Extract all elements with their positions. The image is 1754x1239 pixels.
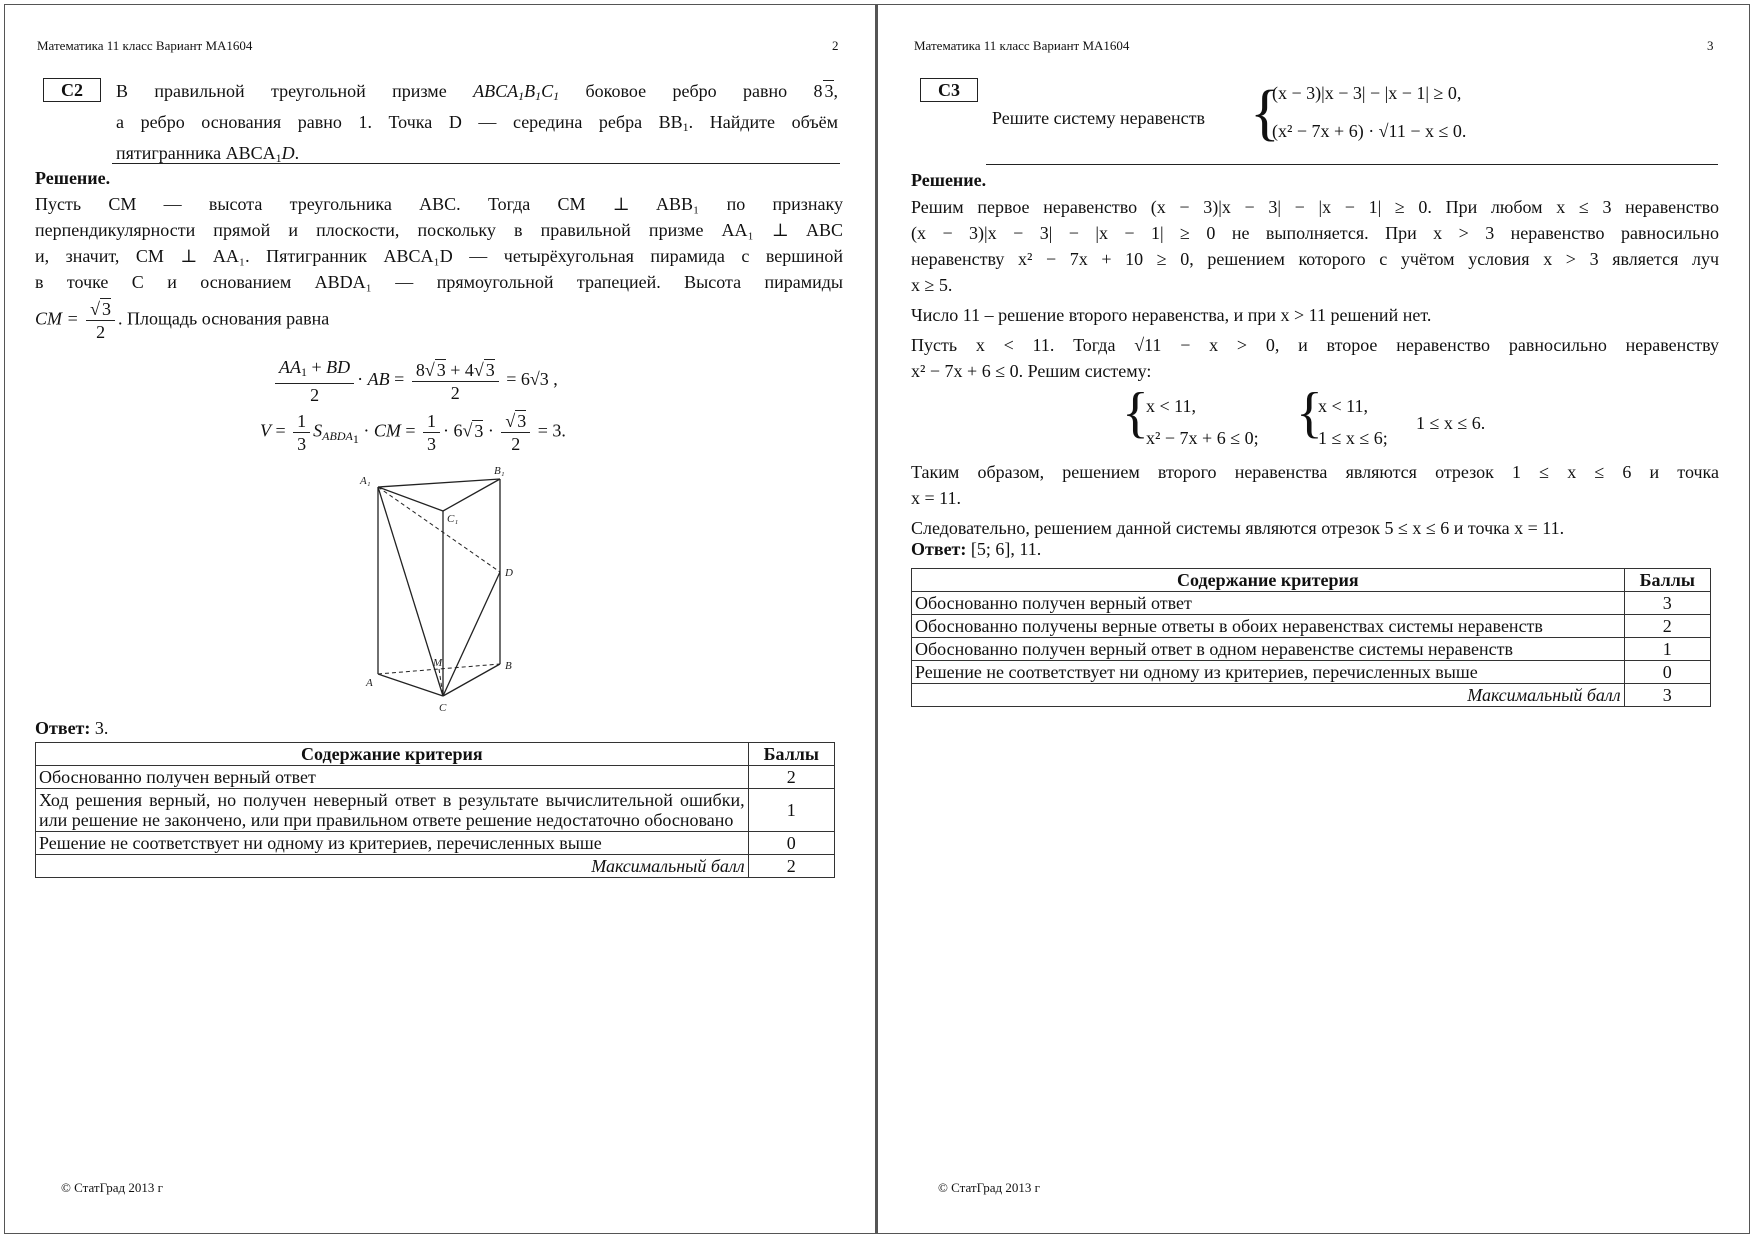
system-a1: x < 11, — [1146, 396, 1196, 416]
criteria-text: Обоснованно получены верные ответы в обоих неравенствах системы неравенств — [912, 615, 1625, 638]
task-c2-line2: а ребро основания равно 1. Точка D — середина ребра BB — [116, 112, 683, 132]
label-m: M — [433, 657, 443, 669]
edge-cb — [443, 664, 500, 696]
left-footer: © СтатГрад 2013 г — [61, 1180, 163, 1195]
criteria-max-points: 2 — [748, 855, 834, 878]
left-page-number: 2 — [832, 38, 839, 53]
area-formula: $\frac{AA_1 + BD}{2}$ · AB = $\frac{8√ 3 + 4√ 3}{2}$ = 6√3 , — [272, 356, 558, 406]
cm-formula: CM = $\frac{√ 3}{2}$ . Площадь основания равна — [35, 299, 330, 342]
criteria-text: Решение не соответствует ни одному из критериев, перечисленных выше — [912, 661, 1625, 684]
table-row — [36, 789, 835, 832]
task-c2-line1b: боковое ребро равно 8 — [559, 81, 823, 101]
cm-label: CM = — [35, 308, 79, 329]
label-c1: C₁ — [447, 513, 459, 525]
edge-a1d-hidden — [378, 487, 500, 572]
right-answer-value: [5; 6], 11. — [970, 539, 1042, 559]
task-c3-ineq1: (x − 3)|x − 3| − |x − 1| ≥ 0, — [1272, 83, 1462, 103]
system-brace-right: { — [1296, 382, 1323, 444]
right-solution-line: Число 11 – решение второго неравенства, и при x > 11 решений нет. — [911, 305, 1432, 325]
label-a: A — [366, 677, 373, 689]
criteria-points: 2 — [748, 766, 834, 789]
table-row — [912, 615, 1711, 638]
right-criteria-table — [911, 568, 1711, 707]
left-answer — [35, 715, 108, 741]
left-solution-body — [35, 191, 843, 295]
left-page-header-title: Математика 11 класс Вариант МА1604 — [37, 38, 253, 53]
criteria-text: Решение не соответствует ни одному из критериев, перечисленных выше — [36, 832, 749, 855]
right-page-number: 3 — [1707, 38, 1714, 53]
system-result: 1 ≤ x ≤ 6. — [1416, 413, 1486, 433]
criteria-header-content: Содержание критерия — [36, 743, 749, 766]
task-c3-brace: { — [1250, 79, 1280, 147]
label-b: B — [505, 660, 512, 672]
criteria-header-points: Баллы — [748, 743, 834, 766]
cm-tail: . Площадь основания равна — [118, 308, 330, 329]
table-row — [912, 638, 1711, 661]
table-row — [912, 684, 1711, 707]
left-solution-heading: Решение. — [35, 168, 111, 188]
conclusion-line: x = 11. — [911, 488, 961, 508]
system-b2: 1 ≤ x ≤ 6; — [1318, 428, 1388, 448]
right-page-header-title: Математика 11 класс Вариант МА1604 — [914, 38, 1130, 53]
system-b1: x < 11, — [1318, 396, 1368, 416]
edge-a1c1 — [378, 487, 443, 511]
criteria-text: Ход решения верный, но получен неверный ответ в результате вычислительной ошибки, или решение не закончено, или при правильном ответе решение недостаточно обосновано — [36, 789, 749, 832]
left-solution-line: перпендикулярности прямой и плоскости, поскольку в правильной призме AA₁ ⊥ ABC — [35, 220, 843, 240]
edge-c1b1 — [443, 479, 500, 511]
edge-a1b1 — [378, 479, 500, 487]
criteria-text: Обоснованно получен верный ответ — [36, 766, 749, 789]
task-c2-line3: пятигранника ABCA — [116, 143, 276, 163]
criteria-max-label: Максимальный балл — [912, 684, 1625, 707]
left-answer-label: Ответ: — [35, 718, 91, 738]
criteria-text: Обоснованно получен верный ответ в одном неравенстве системы неравенств — [912, 638, 1625, 661]
criteria-points: 1 — [748, 789, 834, 832]
left-criteria-table — [35, 742, 835, 878]
task-c3-prompt: Решите систему неравенств — [992, 108, 1205, 128]
left-solution-line: и, значит, CM ⊥ AA₁. Пятигранник ABCA₁D — четырёхугольная пирамида с вершиной — [35, 246, 843, 266]
criteria-points: 0 — [748, 832, 834, 855]
prism-figure — [355, 462, 525, 717]
task-c2-line2-end: . Найдите объём — [688, 112, 839, 132]
system-brace-left: { — [1122, 382, 1149, 444]
criteria-points: 3 — [1624, 592, 1710, 615]
table-row — [912, 661, 1711, 684]
criteria-header-points: Баллы — [1624, 569, 1710, 592]
table-row — [36, 832, 835, 855]
label-d: D — [505, 567, 513, 579]
task-c2-statement: В правильной треугольной призме $ABCA_1B_1C_1$ боковое ребро равно 8 3, а ребро основания равно 1. Точка D — середина ребра $BB_1$. Найдите объём пятигранника $ABCA_1D$. — [116, 81, 839, 165]
right-solution-line: Решим первое неравенство (x − 3)|x − 3| − |x − 1| ≥ 0. При любом x ≤ 3 неравенство — [911, 197, 1719, 217]
criteria-points: 0 — [1624, 661, 1710, 684]
right-footer: © СтатГрад 2013 г — [938, 1180, 1040, 1195]
task-c2-label: С2 — [43, 78, 101, 102]
right-answer — [911, 536, 1041, 562]
volume-formula-result: = 3. — [537, 420, 566, 441]
right-solution-line: x² − 7x + 6 ≤ 0. Решим систему: — [911, 361, 1152, 381]
right-solution-heading: Решение. — [911, 170, 987, 190]
edge-ac — [378, 674, 443, 696]
area-formula-result: = 6√3 , — [506, 369, 558, 390]
left-answer-value: 3. — [94, 718, 109, 738]
left-solution-line: Пусть CM — высота треугольника ABC. Тогда CM ⊥ ABB₁ по признаку — [35, 194, 843, 214]
task-c3-rule — [986, 164, 1718, 165]
task-c3-ineq2: (x² − 7x + 6) · √11 − x ≤ 0. — [1272, 121, 1467, 141]
right-answer-label: Ответ: — [911, 539, 967, 559]
table-row — [36, 855, 835, 878]
edge-dc — [443, 572, 500, 696]
system-a2: x² − 7x + 6 ≤ 0; — [1146, 428, 1259, 448]
conclusion-line: Таким образом, решением второго неравенства являются отрезок 1 ≤ x ≤ 6 и точка — [911, 462, 1719, 482]
criteria-points: 2 — [1624, 615, 1710, 638]
criteria-text: Обоснованно получен верный ответ — [912, 592, 1625, 615]
label-b1: B₁ — [494, 465, 505, 477]
criteria-header-content: Содержание критерия — [912, 569, 1625, 592]
table-row — [36, 766, 835, 789]
label-a1: A₁ — [360, 475, 371, 487]
label-c: C — [439, 702, 447, 714]
task-c2-line1a: В правильной треугольной призме — [116, 81, 474, 101]
right-conclusion — [911, 459, 1719, 541]
right-solution-line: неравенству x² − 7x + 10 ≥ 0, решением которого с учётом условия x > 3 является луч — [911, 249, 1719, 269]
criteria-points: 1 — [1624, 638, 1710, 661]
volume-formula: V = $\frac{1}{3}$ $S_{ABDA_1}$ · CM = $\frac{1}{3}$ · 6√ 3 · $\frac{√ 3}{2}$ = 3. — [260, 411, 566, 454]
task-c2-rule — [112, 163, 840, 164]
criteria-max-points: 3 — [1624, 684, 1710, 707]
right-solution-body — [911, 194, 1719, 384]
left-solution-line: в точке C и основанием ABDA₁ — прямоугольной трапецией. Высота пирамиды — [35, 272, 843, 292]
conclusion-line: Следовательно, решением данной системы являются отрезок 5 ≤ x ≤ 6 и точка x = 11. — [911, 518, 1565, 538]
task-c3-label: С3 — [920, 78, 978, 102]
criteria-max-label: Максимальный балл — [36, 855, 749, 878]
right-solution-line: Пусть x < 11. Тогда √11 − x > 0, и второе неравенство равносильно неравенству — [911, 335, 1719, 355]
right-solution-line: (x − 3)|x − 3| − |x − 1| ≥ 0 не выполняется. При x > 3 неравенство равносильно — [911, 223, 1719, 243]
right-solution-line: x ≥ 5. — [911, 275, 953, 295]
table-row — [912, 592, 1711, 615]
